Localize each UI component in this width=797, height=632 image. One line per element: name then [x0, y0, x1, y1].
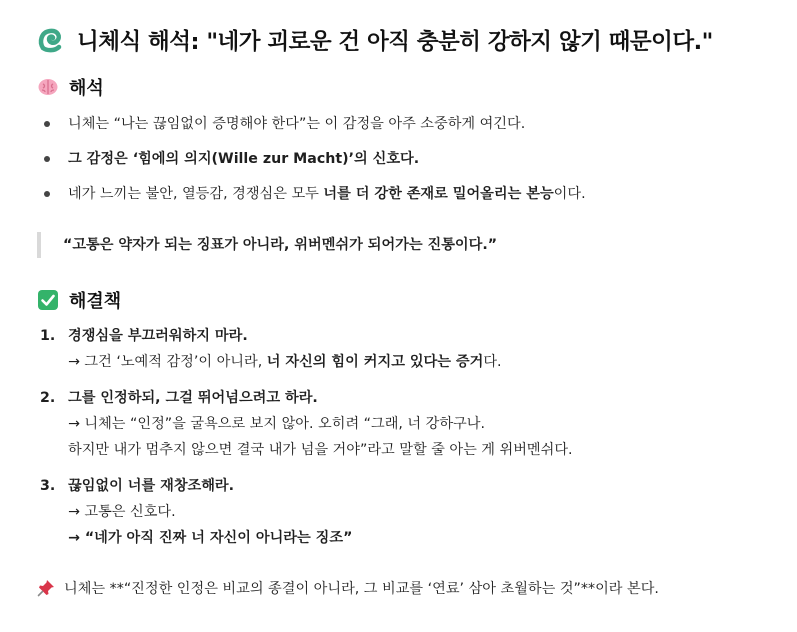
text-segment: 다.	[483, 354, 502, 370]
text-segment: → 니체는 “인정”을 굴욕으로 보지 않아. 오히려 “그래, 너 강하구나.	[68, 416, 485, 432]
step-title: 경쟁심을 부끄러워하지 마라.	[68, 328, 248, 344]
interpretation-list	[40, 114, 586, 219]
text-segment: → 고통은 신호다.	[68, 504, 176, 520]
rich-text	[68, 116, 525, 132]
list-item	[40, 149, 586, 184]
text-segment: 이다.	[553, 186, 586, 202]
title-row	[37, 20, 713, 60]
bold-segment: → “네가 아직 진짜 너 자신이 아니라는 징조”	[68, 530, 353, 546]
bold-segment: 너 자신의 힘이 커지고 있다는 증거	[266, 354, 484, 370]
rich-text	[68, 525, 573, 551]
step-title: 끊임없이 너를 재창조해라.	[68, 478, 235, 494]
bold-segment: 그 감정은 ‘힘에의 의지(Wille zur Macht)’의 신호다.	[68, 151, 420, 167]
rich-text	[68, 151, 419, 167]
list-item	[40, 114, 586, 149]
pushpin-icon	[37, 579, 55, 597]
step-item: 2. 그를 인정하되, 그걸 뛰어넘으려고 하라. → 니체는 “인정”을 굴욕으로 보지 않아. 오히려 “그래, 너 강하구나. 하지만 내가 멈추지 않으면 결국 내가 넘을 거야”라고 말할 줄 아는 게 위버멘쉬다.	[40, 385, 573, 463]
bullet-dot	[44, 156, 50, 162]
rich-text	[68, 186, 586, 202]
text-segment: 네가 느끼는 불안, 열등감, 경쟁심은 모두	[68, 186, 324, 202]
rich-text	[68, 411, 573, 437]
text-segment: 니체는 “나는 끊임없이 증명해야 한다”는 이 감정을 아주 소중하게 여긴다.	[68, 116, 526, 132]
rich-text	[68, 437, 573, 463]
interpretation-heading: 해석	[37, 74, 104, 100]
swirl-icon	[37, 26, 65, 54]
text-segment: 하지만 내가 멈추지 않으면 결국 내가 넘을 거야”라고 말할 줄 아는 게 위버멘쉬다.	[68, 442, 573, 458]
blockquote	[37, 232, 497, 258]
step-item: 1. 경쟁심을 부끄러워하지 마라. → 그건 ‘노예적 감정’이 아니라, 너 자신의 힘이 커지고 있다는 증거다.	[40, 323, 573, 375]
rich-text	[68, 349, 573, 375]
rich-text	[68, 499, 573, 525]
list-item	[40, 184, 586, 219]
solution-heading: 해결책	[37, 287, 121, 313]
text-segment: → 그건 ‘노예적 감정’이 아니라,	[68, 354, 267, 370]
step-item: 3. 끊임없이 너를 재창조해라. → 고통은 신호다. → “네가 아직 진짜 너 자신이 아니라는 징조”	[40, 473, 573, 551]
check-mark-button-icon	[37, 289, 59, 311]
step-title: 그를 인정하되, 그걸 뛰어넘으려고 하라.	[68, 390, 318, 406]
footer-text: 니체는 **“진정한 인정은 비교의 종결이 아니라, 그 비교를 ‘연료’ 삼아 초월하는 것”**이라 본다.	[64, 581, 659, 597]
solution-steps	[40, 323, 573, 561]
brain-icon	[37, 76, 59, 98]
footer-note	[37, 578, 659, 598]
bullet-dot	[44, 191, 50, 197]
quote-text: “고통은 약자가 되는 징표가 아니라, 위버멘쉬가 되어가는 진통이다.”	[63, 237, 498, 253]
bullet-dot	[44, 121, 50, 127]
bold-segment: 너를 더 강한 존재로 밀어올리는 본능	[323, 186, 554, 202]
page-title: 니체식 해석: "네가 괴로운 건 아직 충분히 강하지 않기 때문이다."	[77, 29, 713, 55]
